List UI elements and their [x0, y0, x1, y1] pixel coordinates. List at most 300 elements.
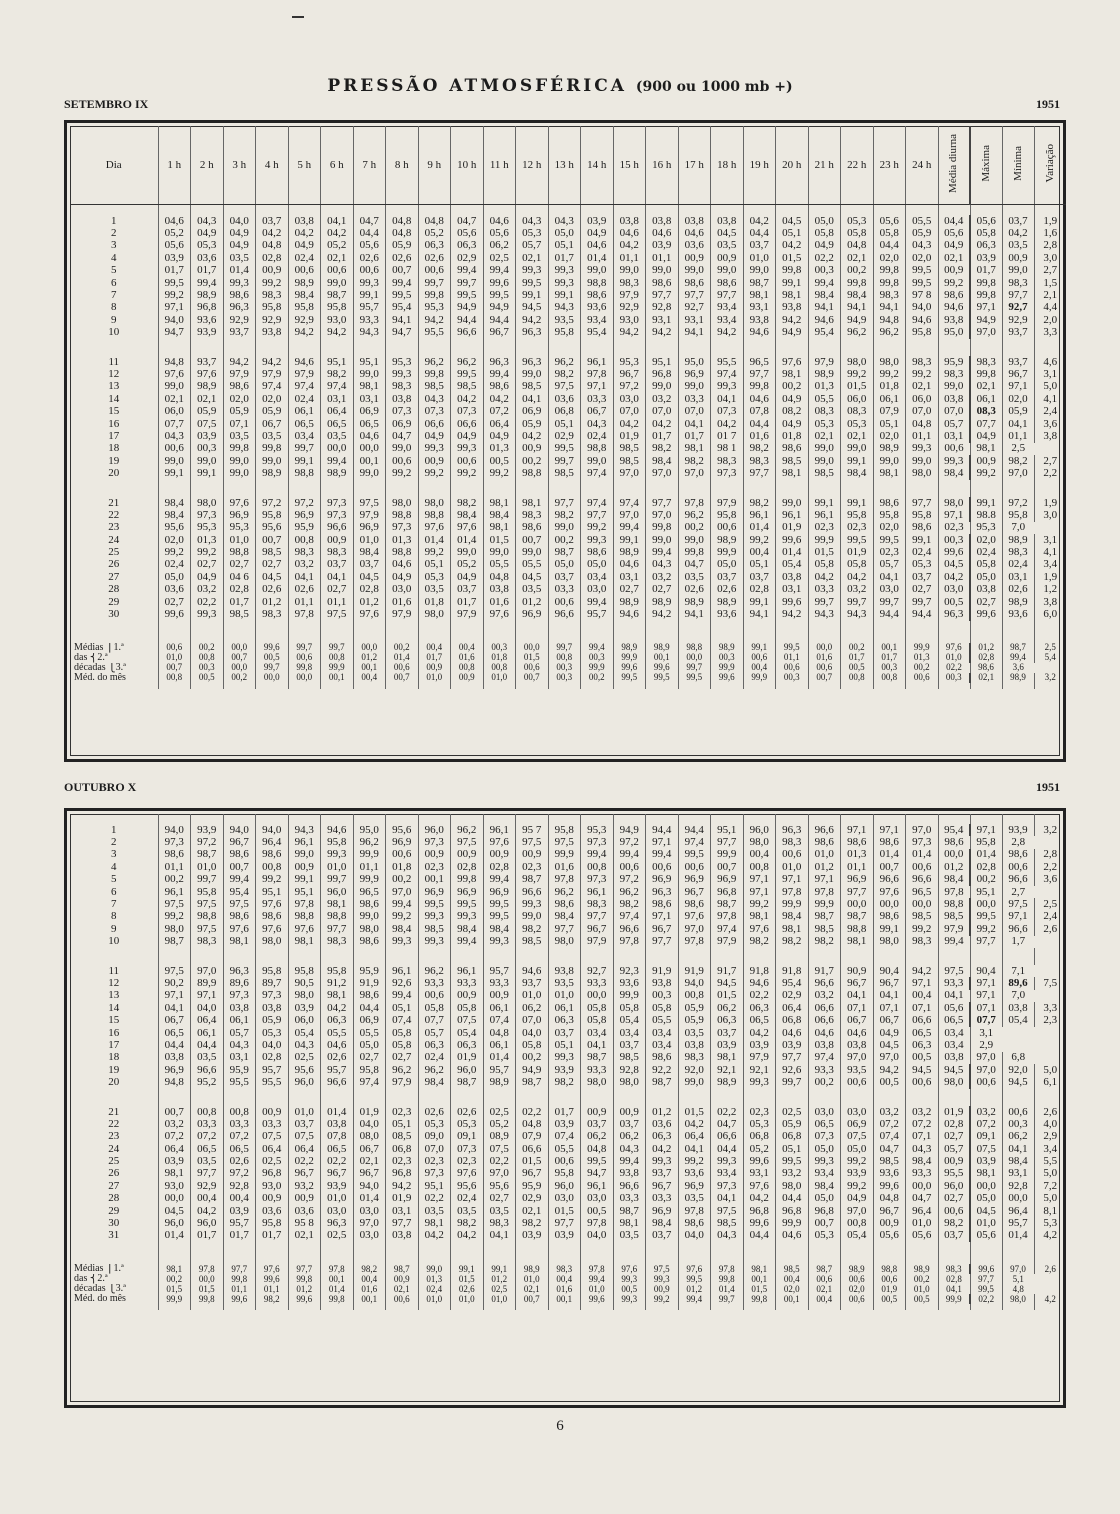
value-cell: 05,8 — [808, 559, 841, 571]
value-cell: 98,4 — [158, 497, 191, 509]
value-cell: 03,9 — [646, 240, 679, 252]
value-cell: 99,6 — [776, 534, 809, 546]
value-cell: 94,0 — [678, 977, 711, 989]
value-cell: 96,9 — [678, 368, 711, 380]
spacer-row — [70, 480, 1066, 497]
value-cell: 04,8 — [483, 571, 516, 583]
value-cell: 93,3 — [906, 1168, 939, 1180]
value-cell: 05,1 — [548, 1039, 581, 1051]
value-cell: 01,2 — [256, 596, 289, 608]
value-cell: 1,6 — [1034, 227, 1066, 239]
value-cell: 04,6 — [776, 1027, 809, 1039]
value-cell: 01,2 — [516, 596, 549, 608]
value-cell: 98,2 — [743, 497, 776, 509]
value-cell: 98,2 — [743, 936, 776, 948]
means-row — [70, 1294, 1066, 1304]
value-cell: 02,2 — [288, 1155, 321, 1167]
value-cell: 03,0 — [548, 1193, 581, 1205]
value-cell: 98,6 — [256, 849, 289, 861]
value-cell: 93,8 — [256, 327, 289, 339]
value-cell: 6,0 — [1034, 608, 1066, 620]
value-cell: 05,3 — [743, 1118, 776, 1130]
value-cell: 99,2 — [158, 546, 191, 558]
value-cell: 05,2 — [483, 1118, 516, 1130]
value-cell: 02,1 — [321, 252, 354, 264]
value-cell: 00,6 — [548, 1155, 581, 1167]
value-cell: 99,7 — [841, 596, 874, 608]
value-cell: 95 7 — [516, 824, 549, 836]
value-cell: 2,9 — [970, 1039, 1002, 1051]
value-cell: 04,5 — [256, 571, 289, 583]
value-cell: 2,5 — [1002, 443, 1034, 455]
means-label: Médias ⎧1.ª — [74, 1264, 124, 1275]
value-cell: 98,5 — [256, 546, 289, 558]
value-cell: 03,2 — [873, 1106, 906, 1118]
value-cell: 03,0 — [321, 1205, 354, 1217]
spacer-row — [70, 683, 1066, 689]
value-cell: 02,1 — [970, 381, 1002, 393]
value-cell: 99,1 — [841, 455, 874, 467]
value-cell: 97,1 — [158, 990, 191, 1002]
value-cell: 96,0 — [938, 1180, 970, 1192]
value-cell: 00,6 — [646, 861, 679, 873]
value-cell: 98,8 — [516, 467, 549, 479]
value-cell: 00,9 — [321, 534, 354, 546]
value-cell: 97,9 — [743, 1052, 776, 1064]
value-cell: 98,7 — [613, 1205, 646, 1217]
value-cell: 98,6 — [873, 911, 906, 923]
value-cell: 05,8 — [581, 1014, 614, 1026]
means-cell: 00,2 — [191, 643, 224, 653]
value-cell: 96,2 — [678, 509, 711, 521]
october-table — [70, 814, 1066, 1310]
value-cell: 96,8 — [808, 1205, 841, 1217]
value-cell: 05,8 — [970, 227, 1002, 239]
value-cell: 00,6 — [841, 1076, 874, 1088]
means-cell: 02,1 — [970, 673, 1002, 683]
value-cell: 99,2 — [938, 277, 970, 289]
value-cell: 04,7 — [386, 430, 419, 442]
value-cell: 05,0 — [353, 1039, 386, 1051]
value-cell: 99,8 — [776, 265, 809, 277]
value-cell: 98,0 — [938, 497, 970, 509]
value-cell: 99,8 — [970, 289, 1002, 301]
value-cell: 00,7 — [256, 534, 289, 546]
value-cell: 02,7 — [483, 1193, 516, 1205]
means-cell: 99,3 — [613, 1294, 646, 1304]
value-cell: 04,3 — [418, 393, 451, 405]
means-cell: 00,1 — [743, 1274, 776, 1284]
means-cell: 00,1 — [321, 1274, 354, 1284]
value-cell: 99,3 — [321, 849, 354, 861]
value-cell: 96,6 — [321, 522, 354, 534]
value-cell: 96,1 — [581, 356, 614, 368]
value-cell: 98,0 — [906, 467, 939, 479]
value-cell: 98,8 — [223, 546, 256, 558]
value-cell: 03,8 — [678, 215, 711, 227]
value-cell: 95,8 — [321, 302, 354, 314]
means-cell: 00,0 — [191, 1274, 224, 1284]
means-cell: 99,2 — [646, 1294, 679, 1304]
means-cell: 00,9 — [646, 1284, 679, 1294]
value-cell: 94,1 — [386, 314, 419, 326]
value-cell: 93,9 — [841, 1168, 874, 1180]
value-cell: 99,2 — [906, 923, 939, 935]
means-cell: 02,5 — [483, 1284, 516, 1294]
value-cell: 99,3 — [386, 936, 419, 948]
value-cell: 97,4 — [613, 911, 646, 923]
value-cell: 98,0 — [841, 356, 874, 368]
value-cell: 03,4 — [288, 430, 321, 442]
value-cell: 96,7 — [581, 923, 614, 935]
value-cell: 06,4 — [158, 1143, 191, 1155]
value-cell: 95,7 — [256, 1064, 289, 1076]
value-cell: 02,3 — [451, 1155, 484, 1167]
value-cell: 99,0 — [386, 443, 419, 455]
value-cell: 1,7 — [1002, 936, 1034, 948]
value-cell: 03,6 — [256, 1205, 289, 1217]
value-cell: 93,5 — [548, 977, 581, 989]
value-cell: 04,2 — [516, 430, 549, 442]
value-cell: 02,7 — [906, 584, 939, 596]
value-cell: 06,6 — [808, 1002, 841, 1014]
value-cell: 98,7 — [581, 1052, 614, 1064]
value-cell: 99,1 — [970, 497, 1002, 509]
value-cell: 02,3 — [386, 1106, 419, 1118]
value-cell: 98,5 — [808, 923, 841, 935]
value-cell: 5,0 — [1034, 1193, 1066, 1205]
value-cell: 98,1 — [970, 443, 1002, 455]
value-cell: 02,2 — [321, 1155, 354, 1167]
value-cell: 96,7 — [646, 923, 679, 935]
value-cell: 98,1 — [776, 923, 809, 935]
value-cell: 05,6 — [970, 1230, 1002, 1242]
value-cell: 97,0 — [483, 1168, 516, 1180]
value-cell: 96,2 — [873, 327, 906, 339]
means-cell: 99,1 — [451, 1264, 484, 1274]
value-cell: 05,9 — [256, 1014, 289, 1026]
value-cell: 91,7 — [808, 965, 841, 977]
day-cell: 31 — [108, 1229, 120, 1242]
value-cell: 01,1 — [841, 861, 874, 873]
value-cell: 00,0 — [581, 990, 614, 1002]
value-cell: 02,9 — [516, 1193, 549, 1205]
means-cell: 01,0 — [483, 1294, 516, 1304]
day-cell: 26 — [108, 1167, 120, 1180]
day-cell: 12 — [108, 368, 120, 380]
value-cell: 89,6 — [1002, 977, 1034, 989]
value-cell: 95,0 — [353, 824, 386, 836]
value-cell: 05,8 — [386, 1027, 419, 1039]
value-cell: 98,1 — [776, 368, 809, 380]
value-cell: 06,3 — [548, 1014, 581, 1026]
value-cell: 99,0 — [938, 381, 970, 393]
value-cell: 00,9 — [451, 990, 484, 1002]
value-cell: 96,1 — [288, 836, 321, 848]
value-cell: 03,8 — [678, 1039, 711, 1051]
means-cell: 01,0 — [938, 653, 970, 663]
value-cell: 97,5 — [516, 836, 549, 848]
value-cell: 07,3 — [711, 405, 744, 417]
value-cell: 99,3 — [516, 898, 549, 910]
header-hour: 8 h — [386, 126, 419, 205]
value-cell: 92,0 — [678, 1064, 711, 1076]
value-cell: 97,7 — [581, 911, 614, 923]
means-cell: 00,8 — [841, 673, 874, 683]
value-cell: 98,7 — [711, 898, 744, 910]
header-hour: 5 h — [288, 126, 321, 205]
means-cell: 99,9 — [743, 673, 776, 683]
table-row — [70, 467, 1066, 479]
value-cell: 01,4 — [970, 849, 1002, 861]
means-cell: 98,3 — [548, 1264, 581, 1274]
value-cell: 05,9 — [776, 1118, 809, 1130]
value-cell: 99,6 — [483, 277, 516, 289]
value-cell: 03,0 — [353, 1205, 386, 1217]
value-cell: 00,0 — [1002, 1193, 1034, 1205]
value-cell: 99,4 — [646, 546, 679, 558]
value-cell: 91,9 — [646, 965, 679, 977]
value-cell: 02,6 — [418, 1106, 451, 1118]
value-cell: 95,1 — [321, 356, 354, 368]
value-cell: 97,6 — [191, 368, 224, 380]
value-cell: 04,2 — [808, 571, 841, 583]
means-label: das ⎨2.ª — [74, 1274, 108, 1285]
value-cell: 98,1 — [873, 467, 906, 479]
value-cell: 05,5 — [321, 1027, 354, 1039]
value-cell: 95,6 — [288, 1064, 321, 1076]
value-cell: 96,0 — [418, 824, 451, 836]
value-cell: 00,0 — [970, 1180, 1002, 1192]
day-cell: 23 — [108, 1130, 120, 1143]
value-cell: 04,1 — [321, 571, 354, 583]
value-cell: 00,7 — [223, 861, 256, 873]
value-cell: 06,4 — [483, 418, 516, 430]
value-cell: 03,6 — [158, 584, 191, 596]
means-cell: 02,4 — [418, 1284, 451, 1294]
value-cell: 97,8 — [581, 1217, 614, 1229]
header-hour: 4 h — [256, 126, 289, 205]
value-cell: 00,4 — [743, 849, 776, 861]
value-cell: 99,2 — [678, 1155, 711, 1167]
value-cell: 96,7 — [288, 1168, 321, 1180]
value-cell: 05,9 — [906, 227, 939, 239]
means-cell: 01,5 — [516, 653, 549, 663]
value-cell: 04,6 — [613, 227, 646, 239]
value-cell: 99,0 — [451, 546, 484, 558]
value-cell: 99,6 — [970, 608, 1002, 620]
means-cell: 02,1 — [386, 1284, 419, 1294]
value-cell: 97,8 — [548, 874, 581, 886]
value-cell: 99,0 — [353, 911, 386, 923]
value-cell: 05,8 — [873, 227, 906, 239]
value-cell: 03,1 — [353, 393, 386, 405]
value-cell: 01,9 — [613, 430, 646, 442]
value-cell: 96,3 — [776, 824, 809, 836]
value-cell: 09,1 — [970, 1131, 1002, 1143]
value-cell: 03,0 — [386, 584, 419, 596]
value-cell: 04,1 — [678, 418, 711, 430]
value-cell: 2,7 — [1034, 455, 1066, 467]
table-row — [70, 1014, 1066, 1026]
table-row — [70, 559, 1066, 571]
value-cell: 96,3 — [938, 608, 970, 620]
value-cell: 98,9 — [191, 289, 224, 301]
value-cell: 97,8 — [678, 1205, 711, 1217]
means-cell: 5,4 — [1034, 653, 1066, 663]
header-day: Dia — [70, 126, 158, 205]
value-cell: 96,1 — [776, 509, 809, 521]
means-cell: 00,0 — [223, 643, 256, 653]
value-cell: 99,4 — [938, 936, 970, 948]
value-cell: 96,8 — [776, 1205, 809, 1217]
table-row — [70, 215, 1066, 227]
value-cell: 01,9 — [938, 1106, 970, 1118]
means-row — [70, 673, 1066, 683]
value-cell: 04,9 — [841, 1193, 874, 1205]
value-cell: 99,9 — [711, 849, 744, 861]
value-cell: 04,3 — [223, 1039, 256, 1051]
value-cell: 97,7 — [646, 936, 679, 948]
table-row — [70, 534, 1066, 546]
value-cell: 5,0 — [1034, 381, 1066, 393]
value-cell: 02,0 — [970, 534, 1002, 546]
value-cell: 97,1 — [1002, 381, 1034, 393]
value-cell: 94,4 — [646, 824, 679, 836]
value-cell: 05,8 — [451, 1002, 484, 1014]
value-cell: 02,5 — [321, 1230, 354, 1242]
day-cell: 29 — [108, 1204, 120, 1217]
table-row — [70, 898, 1066, 910]
value-cell: 04,3 — [158, 430, 191, 442]
value-cell: 05,7 — [223, 1027, 256, 1039]
value-cell: 02,5 — [256, 1155, 289, 1167]
value-cell: 95,1 — [970, 886, 1002, 898]
value-cell: 04,3 — [646, 559, 679, 571]
value-cell: 96,4 — [906, 1205, 939, 1217]
value-cell: 06,9 — [353, 405, 386, 417]
value-cell: 93,1 — [743, 302, 776, 314]
value-cell: 97,7 — [548, 497, 581, 509]
value-cell: 04,1 — [711, 1193, 744, 1205]
value-cell: 96,8 — [256, 1168, 289, 1180]
value-cell: 95,7 — [1002, 1217, 1034, 1229]
value-cell: 99,4 — [386, 898, 419, 910]
value-cell: 95,2 — [191, 1076, 224, 1088]
means-cell: 98,2 — [256, 1294, 289, 1304]
value-cell: 99,1 — [288, 874, 321, 886]
value-cell: 97,1 — [776, 874, 809, 886]
value-cell: 01,1 — [288, 596, 321, 608]
day-cell: 2 — [111, 227, 117, 240]
value-cell: 98,0 — [873, 936, 906, 948]
value-cell: 03,5 — [191, 1155, 224, 1167]
value-cell: 93,5 — [841, 1064, 874, 1076]
value-cell: 01,9 — [386, 1193, 419, 1205]
value-cell: 03,4 — [646, 1027, 679, 1039]
value-cell: 05,0 — [970, 1193, 1002, 1205]
means-cell: 01,1 — [223, 1284, 256, 1294]
value-cell: 99,7 — [321, 874, 354, 886]
value-cell: 98,2 — [516, 923, 549, 935]
value-cell: 96,3 — [516, 356, 549, 368]
value-cell: 06,7 — [581, 405, 614, 417]
value-cell: 97,5 — [548, 836, 581, 848]
value-cell: 01,4 — [743, 522, 776, 534]
value-cell: 5,5 — [1034, 1155, 1066, 1167]
value-cell: 05,5 — [548, 1143, 581, 1155]
value-cell: 06,6 — [711, 1131, 744, 1143]
means-cell: 01,3 — [906, 653, 939, 663]
spacer-row — [70, 1304, 1066, 1310]
value-cell: 95,9 — [516, 1180, 549, 1192]
value-cell: 03,8 — [256, 1002, 289, 1014]
value-cell: 06,0 — [288, 1014, 321, 1026]
value-cell: 99,3 — [516, 265, 549, 277]
value-cell: 99,0 — [808, 443, 841, 455]
means-cell: 00,8 — [451, 663, 484, 673]
day-cell: 30 — [108, 608, 120, 621]
value-cell: 98,1 — [483, 522, 516, 534]
value-cell: 4,0 — [1034, 1118, 1066, 1130]
value-cell: 97,9 — [223, 368, 256, 380]
value-cell: 00,5 — [938, 596, 970, 608]
value-cell: 93,7 — [223, 327, 256, 339]
value-cell: 98,5 — [938, 911, 970, 923]
value-cell: 07,8 — [743, 405, 776, 417]
value-cell: 06,7 — [158, 1014, 191, 1026]
value-cell: 01,7 — [256, 1230, 289, 1242]
value-cell: 95,8 — [1002, 509, 1034, 521]
value-cell: 06,3 — [646, 1131, 679, 1143]
day-cell: 4 — [111, 861, 117, 873]
value-cell: 97,9 — [386, 1076, 419, 1088]
day-cell: 22 — [108, 1118, 120, 1130]
value-cell: 3,1 — [970, 1027, 1002, 1039]
table-row — [70, 886, 1066, 898]
table-row — [70, 571, 1066, 583]
header-hour: 15 h — [613, 126, 646, 205]
day-cell: 22 — [108, 509, 120, 521]
value-cell: 97,3 — [158, 836, 191, 848]
value-cell: 94,9 — [613, 824, 646, 836]
value-cell: 95,8 — [256, 965, 289, 977]
value-cell: 98,0 — [548, 936, 581, 948]
day-cell: 10 — [108, 326, 120, 339]
value-cell: 02,6 — [418, 252, 451, 264]
value-cell: 05,6 — [353, 240, 386, 252]
value-cell: 93,8 — [776, 302, 809, 314]
value-cell: 00,3 — [191, 443, 224, 455]
means-cell: 98,9 — [516, 1264, 549, 1274]
value-cell: 98,8 — [288, 911, 321, 923]
value-cell: 04,6 — [386, 559, 419, 571]
value-cell: 97,5 — [158, 965, 191, 977]
value-cell: 98,5 — [873, 1155, 906, 1167]
means-cell: 99,9 — [581, 663, 614, 673]
means-cell: 00,8 — [321, 653, 354, 663]
value-cell: 99,2 — [841, 368, 874, 380]
means-cell: 00,3 — [938, 673, 970, 683]
value-cell: 98,6 — [678, 1217, 711, 1229]
value-cell: 06,8 — [743, 1131, 776, 1143]
value-cell: 97,7 — [191, 1168, 224, 1180]
value-cell: 01,6 — [483, 596, 516, 608]
value-cell: 3,3 — [1034, 327, 1066, 339]
means-cell: 00,6 — [158, 643, 191, 653]
value-cell: 99,5 — [678, 849, 711, 861]
value-cell: 97,7 — [906, 497, 939, 509]
